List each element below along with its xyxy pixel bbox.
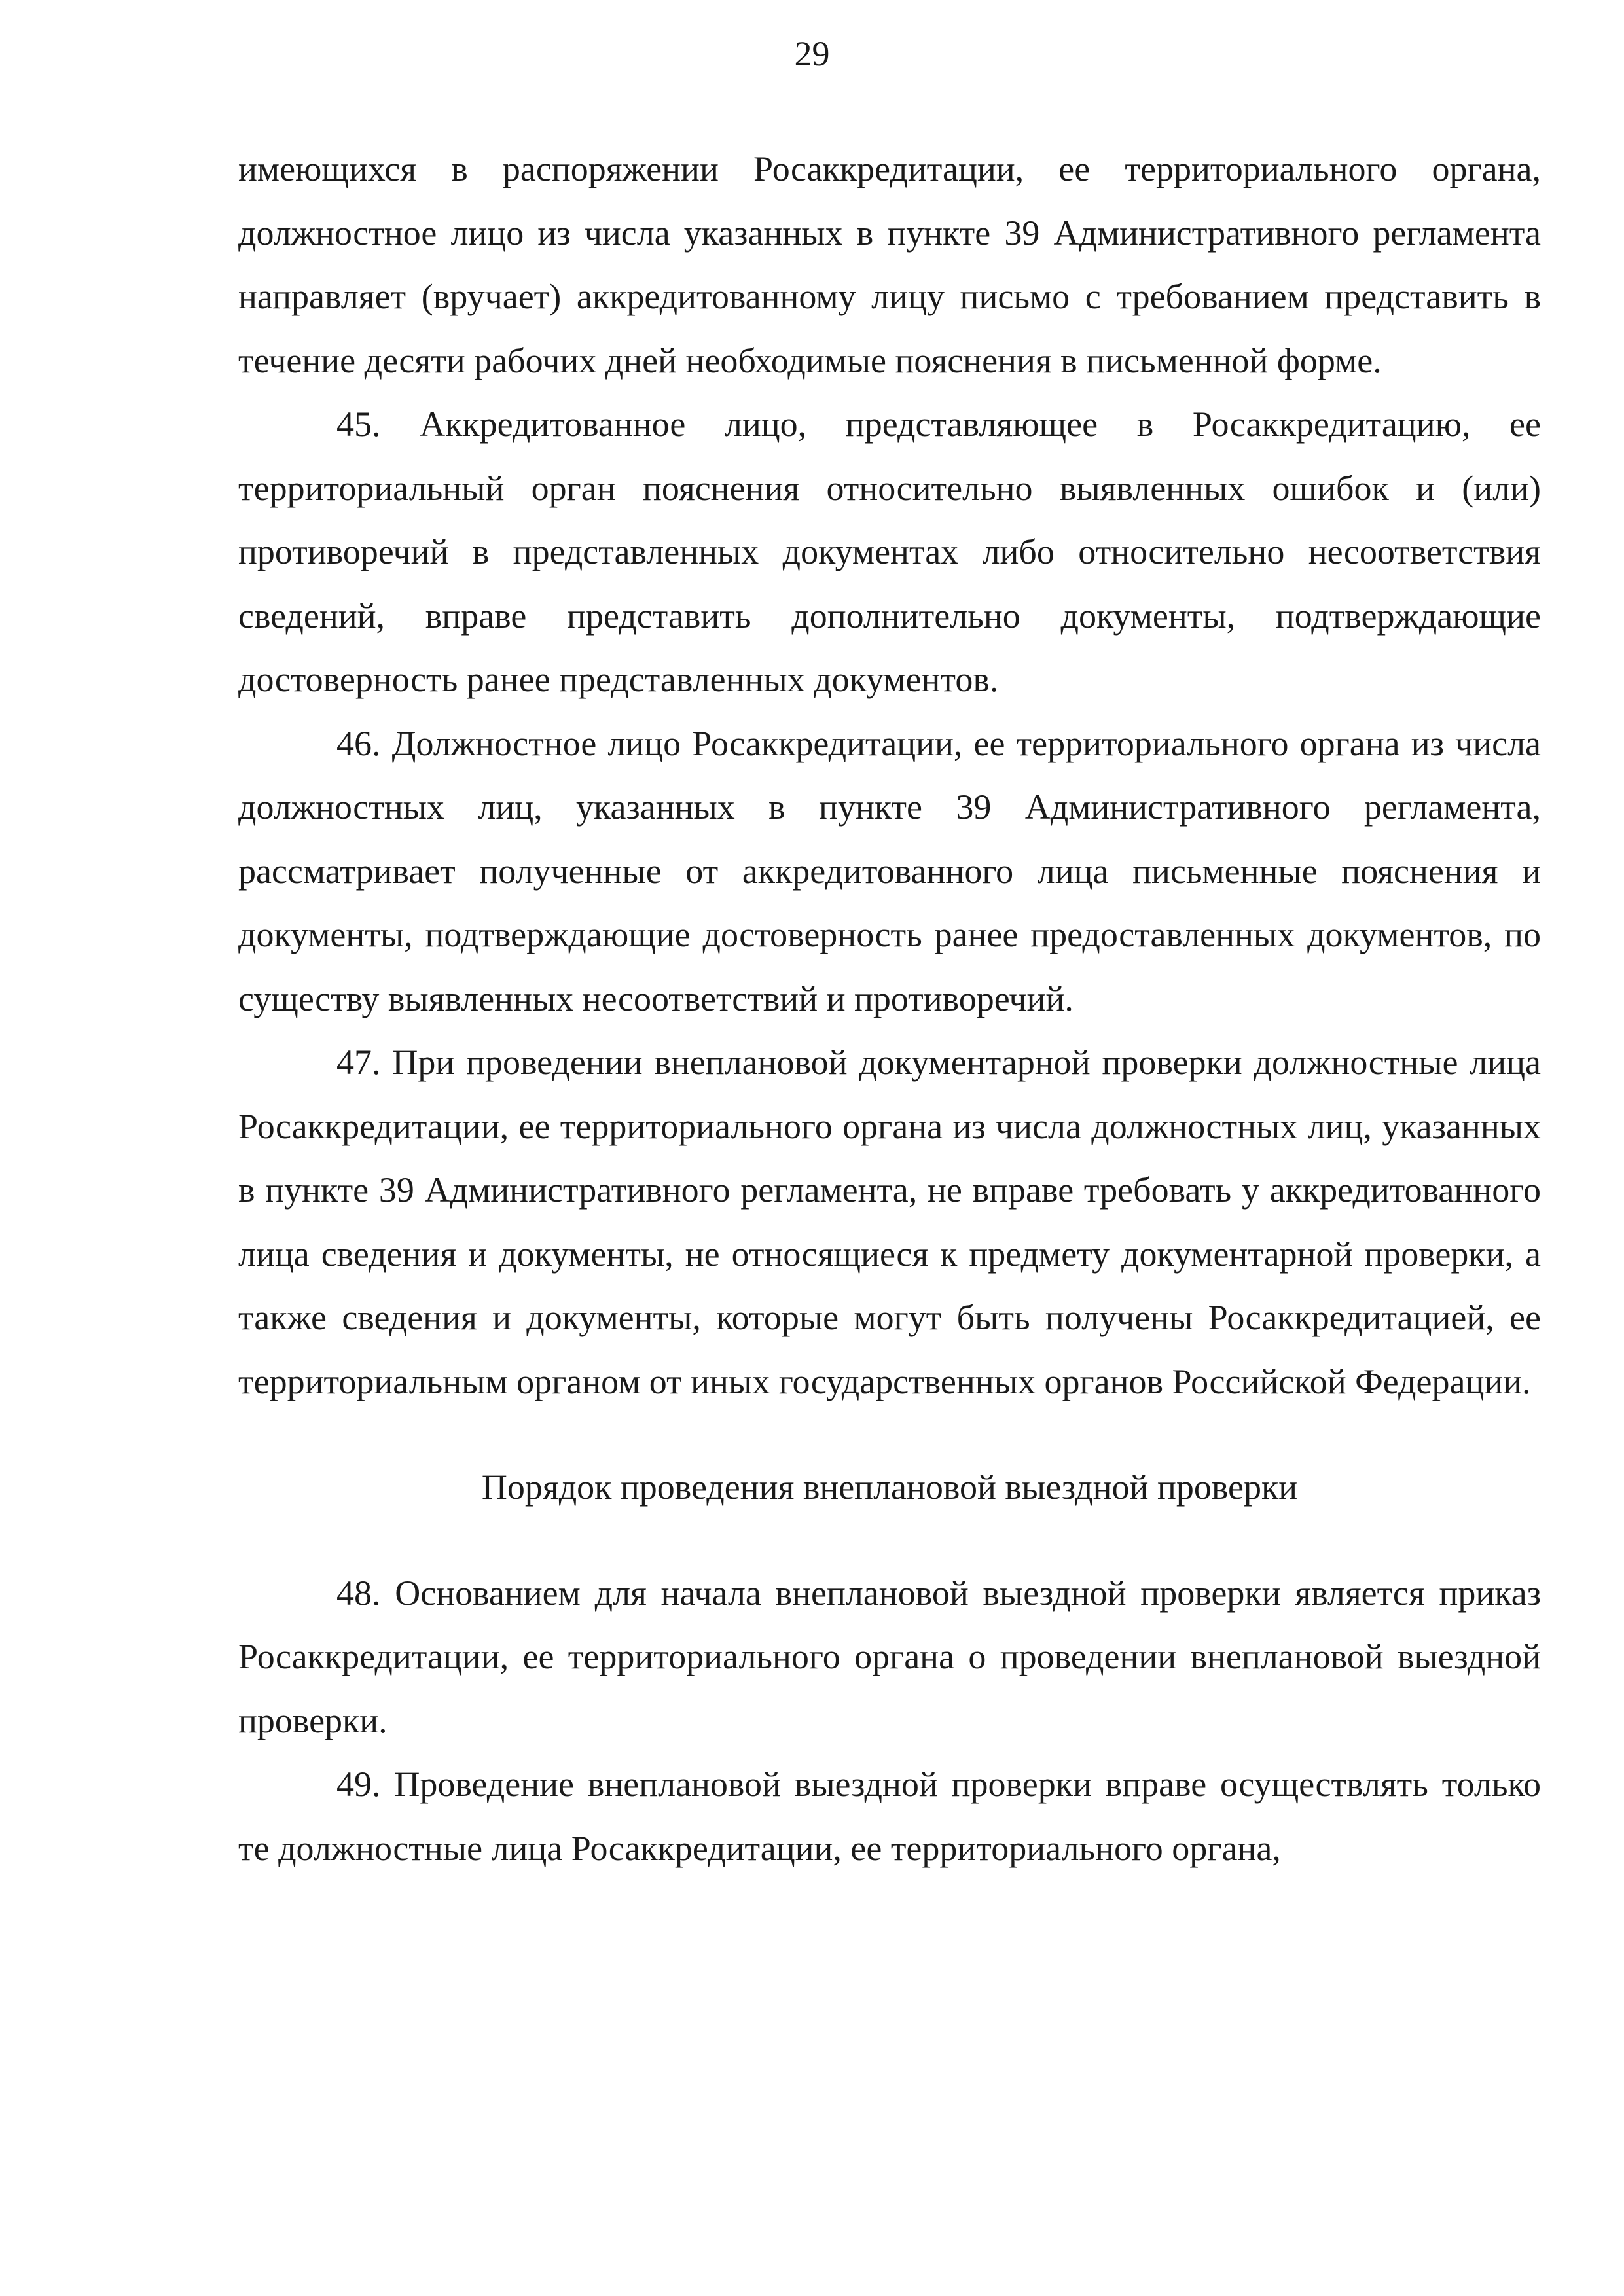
paragraph-continuation: имеющихся в распоряжении Росаккредитации, ее территориального органа, должностное лицо из числа указанных в пункте 39 Административного регламента направляет (вручает) аккредитованному лицу письмо с требованием представить в течение десяти рабочих дней необходимые пояснения в письменной форме. bbox=[238, 149, 1541, 380]
paragraph-48: 48. Основанием для начала внеплановой выездной проверки является приказ Росаккредитации, ее территориального органа о проведении внеплановой выездной проверки. bbox=[238, 1573, 1541, 1740]
paragraph-49: 49. Проведение внеплановой выездной проверки вправе осуществлять только те должностные лица Росаккредитации, ее территориального органа, bbox=[238, 1765, 1541, 1868]
paragraph-46: 46. Должностное лицо Росаккредитации, ее территориального органа из числа должностных лиц, указанных в пункте 39 Административного регламента, рассматривает полученные от аккредитованного лица письменные пояснения и документы, подтверждающие достоверность ранее предоставленных документов, по существу выявленных несоответствий и противоречий. bbox=[238, 723, 1541, 1018]
page-number: 29 bbox=[794, 34, 830, 73]
paragraph-45: 45. Аккредитованное лицо, представляющее в Росаккредитацию, ее территориальный орган пояснения относительно выявленных ошибок и (или) противоречий в представленных документах либо относительно несоответствия сведений, вправе представить дополнительно документы, подтверждающие достоверность ранее представленных документов. bbox=[238, 404, 1541, 699]
document-body bbox=[238, 137, 1541, 1880]
paragraph-47: 47. При проведении внеплановой документарной проверки должностные лица Росаккредитации, ее территориального органа из числа должностных лиц, указанных в пункте 39 Административного регламента, не вправе требовать у аккредитованного лица сведения и документы, не относящиеся к предмету документарной проверки, а также сведения и документы, которые могут быть получены Росаккредитацией, ее территориальным органом от иных государственных органов Российской Федерации. bbox=[238, 1043, 1541, 1401]
section-heading: Порядок проведения внеплановой выездной проверки bbox=[481, 1467, 1298, 1507]
